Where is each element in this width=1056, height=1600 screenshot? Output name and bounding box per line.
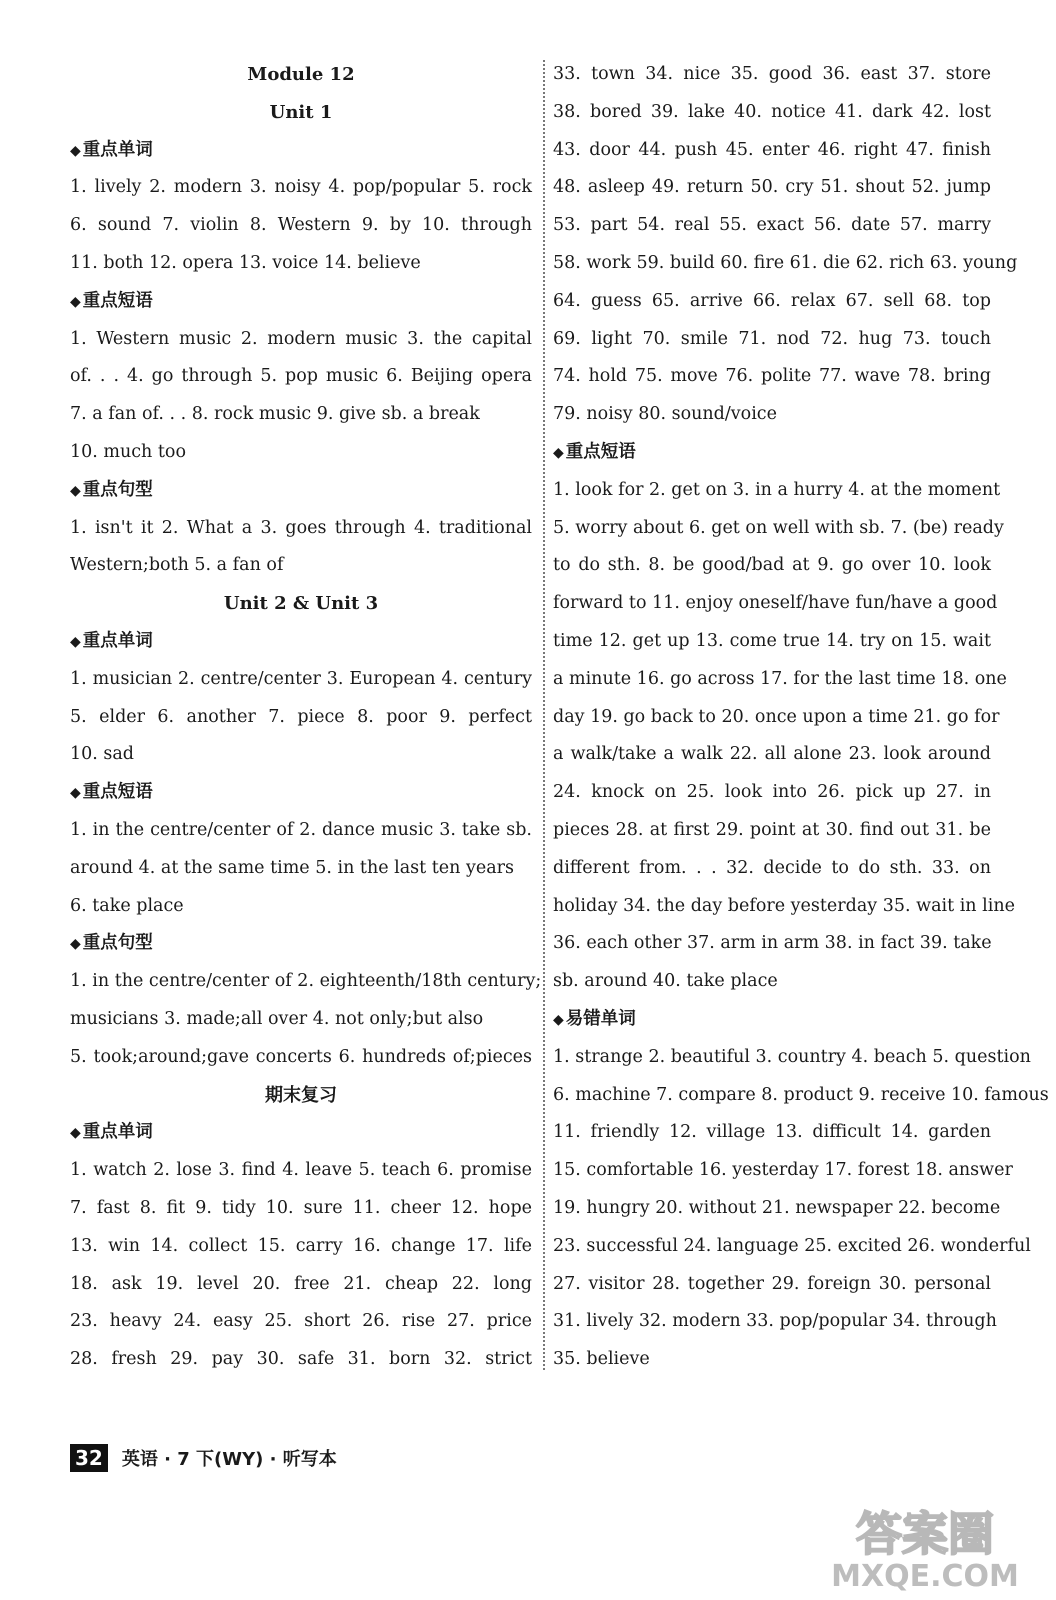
answer-line: 11. friendly 12. village 13. difficult 14. garden	[553, 1122, 991, 1143]
answer-line: 1. strange 2. beautiful 3. country 4. beach 5. question	[553, 1046, 1031, 1067]
left-column	[70, 56, 542, 1379]
answer-line: 6. take place	[70, 895, 184, 916]
answer-line: 48. asleep 49. return 50. cry 51. shout 52. jump	[553, 177, 991, 198]
answer-line: 74. hold 75. move 76. polite 77. wave 78. bring	[553, 366, 991, 387]
answer-line: 7. fast 8. fit 9. tidy 10. sure 11. cheer 12. hope	[70, 1197, 532, 1218]
answer-line: 1. in the centre/center of 2. dance music 3. take sb.	[70, 819, 532, 840]
page-number: 32	[70, 1444, 108, 1472]
subsection-text: 易错单词	[565, 1008, 636, 1029]
answer-line: 10. much too	[70, 441, 186, 462]
answer-line: 1. musician 2. centre/center 3. European 4. century	[70, 668, 532, 689]
answer-line: 1. Western music 2. modern music 3. the capital	[70, 328, 532, 349]
answer-line: 27. visitor 28. together 29. foreign 30. personal	[553, 1273, 991, 1294]
subsection-text: 重点单词	[82, 630, 153, 651]
column-divider	[543, 60, 545, 1370]
subsection-text: 重点短语	[82, 290, 153, 311]
answer-line: 11. both 12. opera 13. voice 14. believe	[70, 252, 421, 273]
answer-line: 5. elder 6. another 7. piece 8. poor 9. perfect	[70, 706, 532, 727]
diamond-icon: ◆	[70, 1125, 81, 1142]
diamond-icon: ◆	[553, 1011, 564, 1028]
section-heading: Unit 1	[269, 101, 333, 123]
answer-line: 6. sound 7. violin 8. Western 9. by 10. through	[70, 215, 532, 236]
answer-line: different from. . . 32. decide to do sth. 33. on	[553, 857, 991, 878]
section-heading: Module 12	[247, 64, 355, 85]
answer-line: 58. work 59. build 60. fire 61. die 62. rich 63. young	[553, 252, 1018, 273]
answer-line: 5. took;around;gave concerts 6. hundreds of;pieces	[70, 1046, 532, 1067]
answer-line: 13. win 14. collect 15. carry 16. change 17. life	[70, 1235, 532, 1256]
answer-line: 53. part 54. real 55. exact 56. date 57. marry	[553, 215, 991, 236]
answer-line: forward to 11. enjoy oneself/have fun/have a good	[553, 593, 998, 614]
answer-line: 19. hungry 20. without 21. newspaper 22. become	[553, 1197, 1001, 1218]
subsection-text: 重点短语	[565, 441, 636, 462]
answer-line: 31. lively 32. modern 33. pop/popular 34. through	[553, 1311, 997, 1332]
section-heading: 期末复习	[265, 1084, 337, 1106]
answer-line: pieces 28. at first 29. point at 30. find out 31. be	[553, 819, 991, 840]
answer-line: sb. around 40. take place	[553, 971, 778, 992]
answer-line: 1. watch 2. lose 3. find 4. leave 5. teach 6. promise	[70, 1160, 532, 1181]
subsection-label	[70, 132, 532, 170]
subsection-label	[70, 623, 532, 661]
subsection-label	[553, 1001, 991, 1039]
subsection-label	[70, 925, 532, 963]
section-heading: Unit 2 & Unit 3	[223, 593, 379, 615]
watermark-url: MXQE.COM	[831, 1559, 1019, 1594]
answer-line: 79. noisy 80. sound/voice	[553, 404, 777, 425]
subsection-text: 重点句型	[82, 933, 153, 954]
diamond-icon: ◆	[553, 444, 564, 461]
answer-line: to do sth. 8. be good/bad at 9. go over 10. look	[553, 555, 991, 576]
answer-line: 24. knock on 25. look into 26. pick up 27. in	[553, 782, 991, 803]
right-column	[553, 56, 1049, 1379]
diamond-icon: ◆	[70, 142, 81, 159]
answer-line: 43. door 44. push 45. enter 46. right 47. finish	[553, 139, 991, 160]
answer-line: 1. look for 2. get on 3. in a hurry 4. at the moment	[553, 479, 1001, 500]
subsection-label	[70, 1114, 532, 1152]
answer-line: 1. lively 2. modern 3. noisy 4. pop/popular 5. rock	[70, 177, 532, 198]
answer-line: 1. isn't it 2. What a 3. goes through 4. traditional	[70, 517, 532, 538]
diamond-icon: ◆	[70, 936, 81, 953]
answer-line: a minute 16. go across 17. for the last time 18. one	[553, 668, 1007, 689]
answer-line: 38. bored 39. lake 40. notice 41. dark 42. lost	[553, 101, 991, 122]
subsection-label	[553, 434, 991, 472]
subsection-text: 重点短语	[82, 782, 153, 803]
page-footer	[70, 1443, 337, 1473]
answer-line: 5. worry about 6. get on well with sb. 7. (be) ready	[553, 517, 1004, 538]
answer-line: 64. guess 65. arrive 66. relax 67. sell 68. top	[553, 290, 991, 311]
answer-line: 23. successful 24. language 25. excited 26. wonderful	[553, 1235, 1031, 1256]
answer-line: 10. sad	[70, 744, 135, 765]
answer-line: 69. light 70. smile 71. nod 72. hug 73. touch	[553, 328, 991, 349]
subsection-text: 重点单词	[82, 1122, 153, 1143]
diamond-icon: ◆	[70, 293, 81, 310]
watermark-text: 答案圈	[856, 1507, 994, 1561]
answer-line: 23. heavy 24. easy 25. short 26. rise 27. price	[70, 1311, 532, 1332]
answer-line: 36. each other 37. arm in arm 38. in fact 39. take	[553, 933, 992, 954]
answer-line: 6. machine 7. compare 8. product 9. receive 10. famous	[553, 1084, 1049, 1105]
subsection-label	[70, 283, 532, 321]
answer-line: Western;both 5. a fan of	[70, 555, 284, 576]
answer-line: 7. a fan of. . . 8. rock music 9. give sb. a break	[70, 404, 480, 425]
subsection-label	[70, 774, 532, 812]
diamond-icon: ◆	[70, 785, 81, 802]
answer-line: 1. in the centre/center of 2. eighteenth/18th century;	[70, 971, 542, 992]
answer-line: 33. town 34. nice 35. good 36. east 37. store	[553, 64, 991, 84]
subsection-text: 重点单词	[82, 139, 153, 160]
answer-line: 15. comfortable 16. yesterday 17. forest 18. answer	[553, 1160, 1013, 1181]
answer-line: 18. ask 19. level 20. free 21. cheap 22. long	[70, 1273, 532, 1294]
answer-line: around 4. at the same time 5. in the last ten years	[70, 857, 514, 878]
answer-line: a walk/take a walk 22. all alone 23. look around	[553, 744, 991, 765]
answer-line: of. . . 4. go through 5. pop music 6. Beijing opera	[70, 366, 532, 387]
book-title: 英语 · 7 下(WY) · 听写本	[121, 1449, 337, 1470]
answer-line: time 12. get up 13. come true 14. try on 15. wait	[553, 630, 991, 651]
answer-line: day 19. go back to 20. once upon a time 21. go for	[553, 706, 1000, 727]
diamond-icon: ◆	[70, 633, 81, 650]
answer-line: 28. fresh 29. pay 30. safe 31. born 32. strict	[70, 1349, 532, 1370]
answer-line: holiday 34. the day before yesterday 35. wait in line	[553, 895, 1015, 916]
answer-line: musicians 3. made;all over 4. not only;but also	[70, 1008, 484, 1029]
subsection-label	[70, 472, 532, 510]
answer-line: 35. believe	[553, 1349, 650, 1370]
subsection-text: 重点句型	[82, 479, 153, 500]
diamond-icon: ◆	[70, 482, 81, 499]
watermark-logo	[810, 1500, 1040, 1592]
